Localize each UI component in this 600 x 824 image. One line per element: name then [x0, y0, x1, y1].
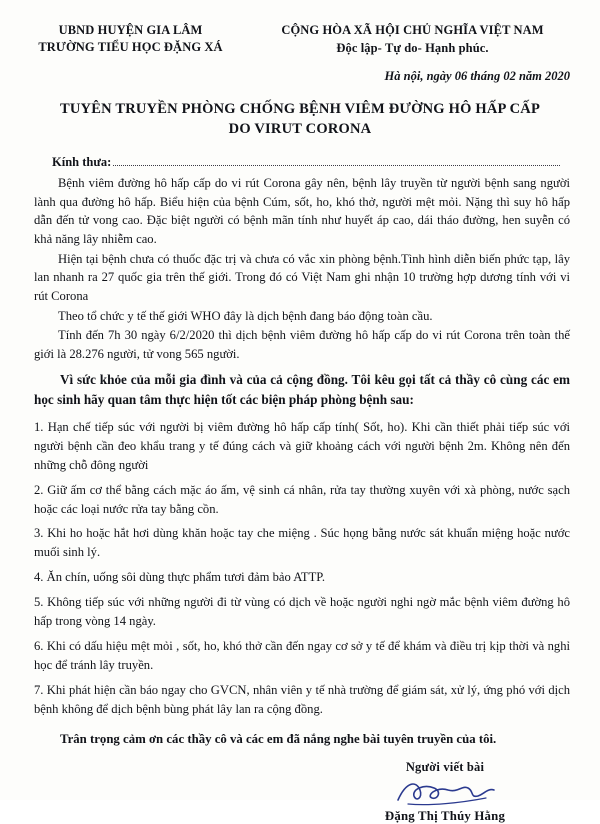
national-heading-line-1: CỘNG HÒA XÃ HỘI CHỦ NGHĨA VIỆT NAM — [281, 23, 544, 37]
list-item: 1. Hạn chế tiếp súc với người bị viêm đường hô hấp cấp tính( Sốt, ho). Khi cần thiết phải tiếp súc với người bệnh cần đeo khẩu trang y tế đúng cách và giữ khoảng cách với người bệnh 2m. Không nên đến những chỗ đông người — [34, 419, 570, 472]
salutation — [0, 139, 600, 170]
document-title-line-1: TUYÊN TRUYỀN PHÒNG CHỐNG BỆNH VIÊM ĐƯỜNG HÔ HẤP CẤP — [60, 101, 540, 117]
call-to-action-text: Vì sức khỏe của mỗi gia đình và của cả cộng đồng. Tôi kêu gọi tất cả thầy cô cùng các em học sinh hãy quan tâm thực hiện tốt các biện pháp phòng bệnh sau: — [34, 372, 570, 408]
place-and-date: Hà nội, ngày 06 tháng 02 năm 2020 — [384, 69, 570, 83]
body-paragraph: Theo tổ chức y tế thế giới WHO đây là dịch bệnh đang báo động toàn cầu. — [58, 308, 433, 323]
signature-block — [0, 760, 600, 824]
handwritten-signature — [290, 775, 600, 809]
document-body — [0, 170, 600, 363]
list-item: 6. Khi có dấu hiệu mệt mỏi , sốt, ho, khó thở cần đến ngay cơ sở y tế để khám và điều trị kịp thời và nghỉ học để tránh lây truyền. — [34, 638, 570, 672]
prevention-measures-list — [0, 410, 600, 718]
document-title-line-2: DO VIRUT CORONA — [228, 120, 372, 137]
closing-thanks-text: Trân trọng cảm ơn các thầy cô và các em đã nắng nghe bài tuyên truyền của tôi. — [60, 732, 497, 747]
signer-name: Đặng Thị Thúy Hằng — [384, 808, 506, 823]
issuing-authority — [18, 22, 243, 57]
national-heading — [243, 22, 582, 57]
body-paragraph: Hiện tại bệnh chưa có thuốc đặc trị và chưa có vắc xin phòng bệnh.Tình hình diễn biến phức tạp, lây lan nhanh ra 27 quốc gia trên thế giới. Trong đó có Việt Nam ghi nhận 10 trường hợp dương tính với vi rút Corona — [34, 251, 570, 303]
salutation-label: Kính thưa: — [52, 155, 112, 170]
salutation-dotted-line — [113, 164, 560, 166]
list-item: 2. Giữ ấm cơ thể bằng cách mặc áo ấm, vệ sinh cá nhân, rửa tay thường xuyên với xà phòng, nước sạch hoặc các loại nước rửa tay bằng cồn. — [34, 482, 570, 516]
list-item: 4. Ăn chín, uống sôi dùng thực phẩm tươi đảm bảo ATTP. — [34, 570, 326, 585]
authority-line-1: UBND HUYỆN GIA LÂM — [58, 23, 203, 37]
list-item: 3. Khi ho hoặc hắt hơi dùng khăn hoặc tay che miệng . Súc họng bằng nước sát khuẩn miệng hoặc nước muối sinh lý. — [34, 526, 570, 560]
call-to-action — [0, 364, 600, 410]
list-item: 5. Không tiếp súc với những người đi từ vùng có dịch về hoặc người nghi ngờ mắc bệnh viêm đường hô hấp trong vòng 14 ngày. — [34, 595, 570, 628]
body-paragraph: Tính đến 7h 30 ngày 6/2/2020 thì dịch bệnh viêm đường hô hấp cấp do vi rút Corona trên toàn thế giới là 28.276 người, tử vong 565 người. — [34, 328, 570, 361]
document-header — [0, 0, 600, 57]
list-item: 7. Khi phát hiện cần báo ngay cho GVCN, nhân viên y tế nhà trường để giám sát, xử lý, ứng phó với dịch bệnh không để dịch bệnh bùng phát lây lan ra cộng đồng. — [34, 682, 570, 716]
body-paragraph: Bệnh viêm đường hô hấp cấp do vi rút Corona gây nên, bệnh lây truyền từ người bệnh sang người lành qua đường hô hấp. Biểu hiện của bệnh Cúm, sốt, ho, khó thở, người mệt mỏi. Nặng thì suy hô hấp dẫn đến tử vong cao. Đặc biệt người có bệnh mãn tính như huyết áp cao, dái tháo đường, hen suyễn có khả năng lây nhiễm cao. — [34, 176, 570, 246]
closing-thanks — [0, 724, 600, 749]
signature-role: Người viết bài — [405, 759, 485, 774]
authority-line-2: TRƯỜNG TIỂU HỌC ĐẶNG XÁ — [38, 39, 223, 54]
national-heading-line-2: Độc lập- Tự do- Hạnh phúc. — [336, 40, 489, 55]
document-title — [0, 84, 600, 139]
